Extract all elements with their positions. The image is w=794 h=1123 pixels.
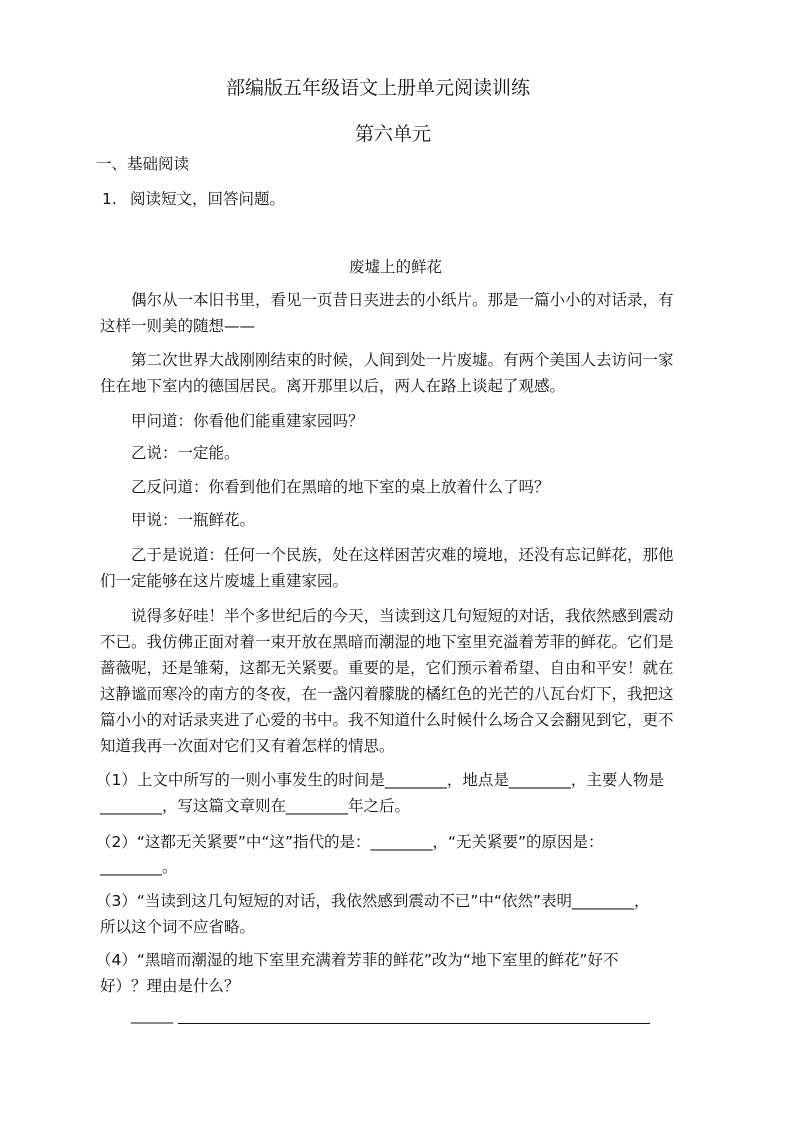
answer-line-prefix[interactable]: ______ [131,1008,173,1024]
unit-title: 第六单元 [355,123,432,145]
passage-line: 乙说：一定能。 [131,444,240,462]
question-instruction: 阅读短文，回答问题。 [130,190,286,208]
passage-line: 不已。我仿佛正面对着一束开放在黑暗而潮湿的地下室里充溢着芳菲的鲜花。它们是 [100,633,674,651]
passage-line: 这静谧而寒冷的南方的冬夜，在一盏闪着朦胧的橘红色的光芒的八瓦台灯下，我把这 [100,685,674,703]
passage-line: 乙于是说道：任何一个民族，处在这样困苦灾难的境地，还没有忘记鲜花，那他 [131,546,674,564]
question-line: ________。 [100,858,178,876]
question-line: （1）上文中所写的一则小事发生的时间是________，地点是________，主要人物是 [96,771,664,789]
question-number: 1. [102,190,117,208]
question-line: （4）“黑暗而潮湿的地下室里充满着芳菲的鲜花”改为“地下室里的鲜花”好不 [96,951,619,969]
passage-line: 第二次世界大战刚刚结束的时候，人间到处一片废墟。有两个美国人去访问一家 [131,351,674,369]
section-heading: 一、基础阅读 [96,155,190,173]
passage-line: 说得多好哇！半个多世纪后的今天，当读到这几句短短的对话，我依然感到震动 [131,607,674,625]
passage-line: 住在地下室内的德国居民。离开那里以后，两人在路上谈起了观感。 [100,377,566,395]
question-line: 所以这个词不应省略。 [100,918,256,936]
question-line: 好）？理由是什么？ [100,977,240,995]
passage-line: 蔷薇呢，还是雏菊，这都无关紧要。重要的是，它们预示着希望、自由和平安！就在 [100,659,674,677]
document-title: 部编版五年级语文上册单元阅读训练 [226,77,531,99]
passage-line: 偶尔从一本旧书里，看见一页昔日夹进去的小纸片。那是一篇小小的对话录，有 [131,291,674,309]
passage-line: 甲问道：你看他们能重建家园吗？ [131,412,364,430]
passage-line: 乙反问道：你看到他们在黑暗的地下室的桌上放着什么了吗？ [131,478,550,496]
passage-title: 废墟上的鲜花 [349,258,443,276]
passage-line: 甲说：一瓶鲜花。 [131,511,256,529]
passage-line: 篇小小的对话录夹进了心爱的书中。我不知道什么时候什么场合又会翻见到它，更不 [100,711,674,729]
passage-line: 们一定能够在这片废墟上重建家园。 [100,572,349,590]
question-line: （3）“当读到这几句短短的对话，我依然感到震动不已”中“依然”表明________， [96,892,650,910]
passage-line: 这样一则美的随想—— [100,317,256,335]
answer-line[interactable] [178,1023,650,1024]
passage-line: 知道我再一次面对它们又有着怎样的情思。 [100,737,395,755]
question-line: （2）“这都无关紧要”中“这”指代的是：________，“无关紧要”的原因是： [96,833,604,851]
question-line: ________，写这篇文章则在________年之后。 [100,797,411,815]
